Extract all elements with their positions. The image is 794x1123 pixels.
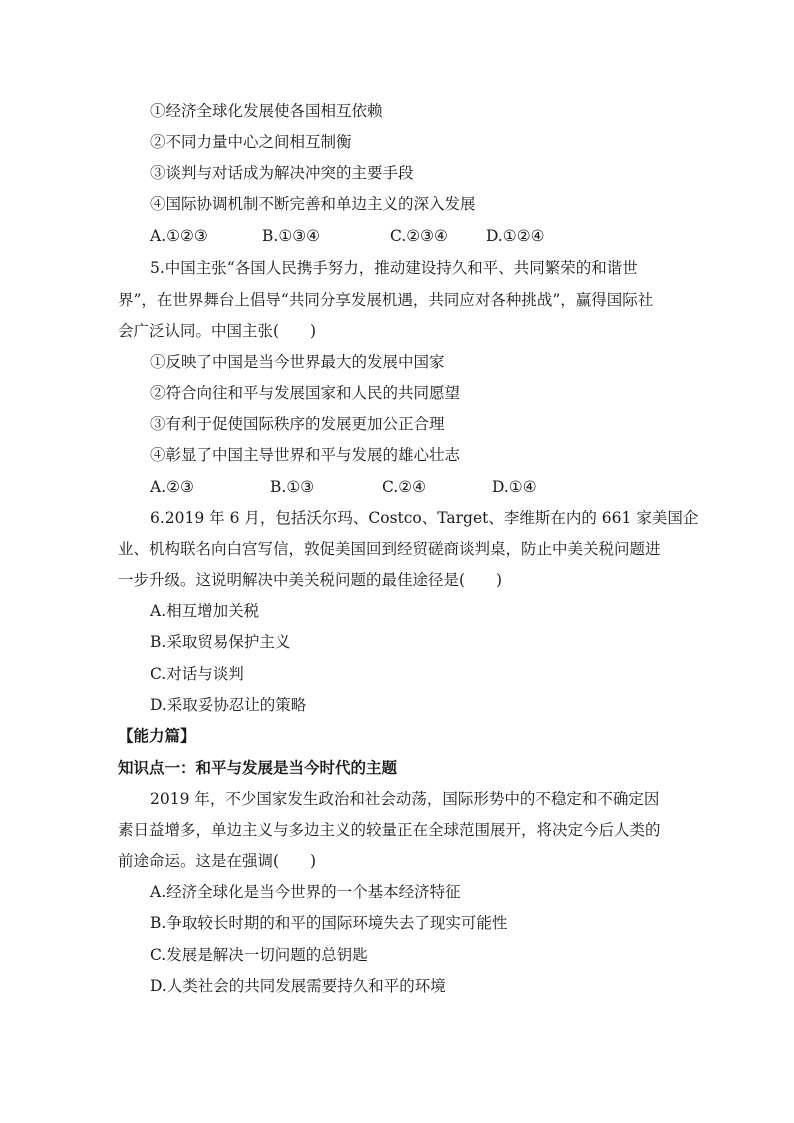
q4-item-2: ②不同力量中心之间相互制衡 <box>150 133 352 151</box>
q6-stem-line-2: 业、机构联名向白宫写信，敦促美国回到经贸磋商谈判桌，防止中美关税问题进 <box>118 540 661 558</box>
q7-choice-d: D.人类社会的共同发展需要持久和平的环境 <box>150 977 446 995</box>
q4-item-1: ①经济全球化发展使各国相互依赖 <box>150 102 383 120</box>
q5-option-b: B.①③ <box>270 478 315 496</box>
q5-item-4: ④彰显了中国主导世界和平与发展的雄心壮志 <box>150 446 461 464</box>
q6-choice-d: D.采取妥协忍让的策略 <box>150 696 307 714</box>
q7-stem-line-2: 素日益增多，单边主义与多边主义的较量正在全球范围展开，将决定今后人类的 <box>118 821 661 839</box>
q6-stem-line-1: 6.2019 年 6 月，包括沃尔玛、Costco、Target、李维斯在内的 661 家美国企 <box>150 509 699 527</box>
q5-option-c: C.②④ <box>382 478 427 496</box>
q7-choice-a: A.经济全球化是当今世界的一个基本经济特征 <box>150 883 461 901</box>
q4-option-a: A.①②③ <box>150 227 208 245</box>
q6-choice-a: A.相互增加关税 <box>150 602 260 620</box>
q7-choice-c: C.发展是解决一切问题的总钥匙 <box>150 946 368 964</box>
q5-stem-line-3: 会广泛认同。中国主张( ) <box>118 322 317 340</box>
q7-stem-line-1: 2019 年，不少国家发生政治和社会动荡，国际形势中的不稳定和不确定因 <box>150 790 660 808</box>
q5-stem-line-1: 5.中国主张“各国人民携手努力，推动建设持久和平、共同繁荣的和谐世 <box>150 259 638 277</box>
section-title: 【能力篇】 <box>118 726 196 745</box>
q4-option-b: B.①③④ <box>262 227 321 245</box>
q7-choice-b: B.争取较长时期的和平的国际环境失去了现实可能性 <box>150 914 508 932</box>
q6-choice-c: C.对话与谈判 <box>150 665 244 683</box>
q4-item-4: ④国际协调机制不断完善和单边主义的深入发展 <box>150 195 476 213</box>
q5-item-1: ①反映了中国是当今世界最大的发展中国家 <box>150 353 445 371</box>
q5-stem-line-2: 界”，在世界舞台上倡导“共同分享发展机遇，共同应对各种挑战”，赢得国际社 <box>118 291 654 309</box>
q6-stem-line-3: 一步升级。这说明解决中美关税问题的最佳途径是( ) <box>118 571 503 589</box>
q4-item-3: ③谈判与对话成为解决冲突的主要手段 <box>150 164 414 182</box>
q4-option-c: C.②③④ <box>390 227 448 245</box>
q5-item-3: ③有利于促使国际秩序的发展更加公正合理 <box>150 415 445 433</box>
q5-option-d: D.①④ <box>492 478 537 496</box>
q7-stem-line-3: 前途命运。这是在强调( ) <box>118 852 317 870</box>
q5-item-2: ②符合向往和平与发展国家和人民的共同愿望 <box>150 384 461 402</box>
q6-choice-b: B.采取贸易保护主义 <box>150 633 291 651</box>
q5-option-a: A.②③ <box>150 478 194 496</box>
q4-option-d: D.①②④ <box>486 227 545 245</box>
knowledge-point-title: 知识点一：和平与发展是当今时代的主题 <box>118 758 398 777</box>
